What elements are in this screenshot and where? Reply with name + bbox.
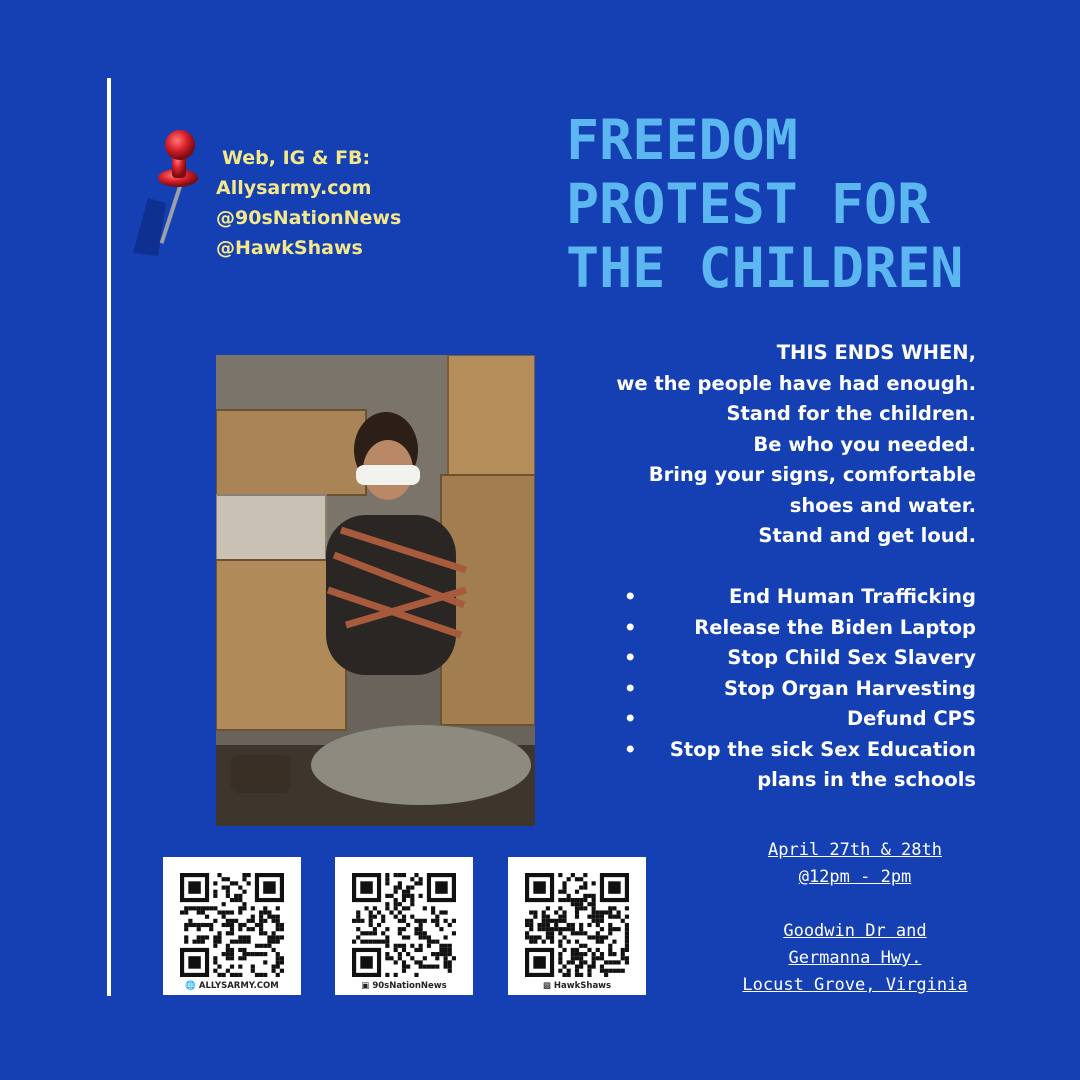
instagram-icon: ▣ — [361, 981, 370, 991]
list-item: • Defund CPS — [620, 704, 976, 735]
event-location-line: Goodwin Dr and — [783, 921, 927, 941]
event-location-line: Locust Grove, Virginia — [742, 975, 968, 995]
qr-code-icon — [352, 873, 456, 977]
event-details — [740, 837, 970, 999]
facebook-icon: ▩ — [542, 981, 551, 991]
contact-block — [216, 143, 401, 263]
globe-icon: 🌐 — [185, 981, 196, 991]
title-line: FREEDOM — [566, 108, 798, 172]
message-line: Be who you needed. — [753, 432, 976, 456]
qr-caption: 🌐 ALLYSARMY.COM — [185, 981, 279, 991]
qr-caption: ▣ 90sNationNews — [361, 981, 447, 991]
bullet: • — [624, 737, 637, 761]
bullet: • — [624, 676, 637, 700]
qr-code-icon — [180, 873, 284, 977]
event-date: April 27th & 28th — [768, 840, 942, 860]
qr-caption: ▩ HawkShaws — [542, 981, 612, 991]
bullet: • — [624, 646, 637, 669]
event-location-line: Germanna Hwy. — [788, 948, 922, 968]
message-line: Stand for the children. — [726, 402, 976, 425]
demands-list — [620, 582, 976, 796]
message-block — [556, 338, 976, 552]
list-item: • Stop the sick Sex Education — [620, 735, 976, 766]
list-item: • Release the Biden Laptop — [620, 613, 976, 644]
list-item: • End Human Trafficking — [620, 582, 976, 613]
pushpin-icon — [128, 128, 218, 263]
contact-heading: Web, IG & FB: — [222, 147, 371, 169]
qr-code-icon — [525, 873, 629, 977]
poster-title — [566, 108, 963, 300]
message-line: shoes and water. — [789, 493, 976, 517]
message-line: THIS ENDS WHEN, — [776, 341, 976, 364]
contact-website: Allysarmy.com — [216, 177, 372, 199]
bullet: • — [624, 707, 637, 730]
protest-photo — [216, 355, 535, 826]
vertical-divider — [107, 78, 111, 996]
qr-code-website[interactable] — [163, 857, 301, 995]
list-item: • Stop Organ Harvesting — [620, 674, 976, 705]
title-line: THE CHILDREN — [566, 236, 964, 300]
list-item-continuation: plans in the schools — [757, 768, 976, 791]
event-time: @12pm - 2pm — [798, 867, 912, 887]
list-item: • Stop Child Sex Slavery — [620, 643, 976, 674]
qr-code-facebook[interactable] — [508, 857, 646, 995]
bullet: • — [624, 615, 637, 639]
message-line: we the people have had enough. — [616, 371, 976, 395]
bullet: • — [624, 585, 637, 608]
title-line: PROTEST FOR — [566, 172, 931, 236]
message-line: Bring your signs, comfortable — [648, 463, 976, 486]
qr-code-instagram[interactable] — [335, 857, 473, 995]
contact-facebook: @HawkShaws — [216, 237, 363, 259]
message-line: Stand and get loud. — [758, 524, 976, 547]
contact-instagram: @90sNationNews — [216, 207, 402, 229]
